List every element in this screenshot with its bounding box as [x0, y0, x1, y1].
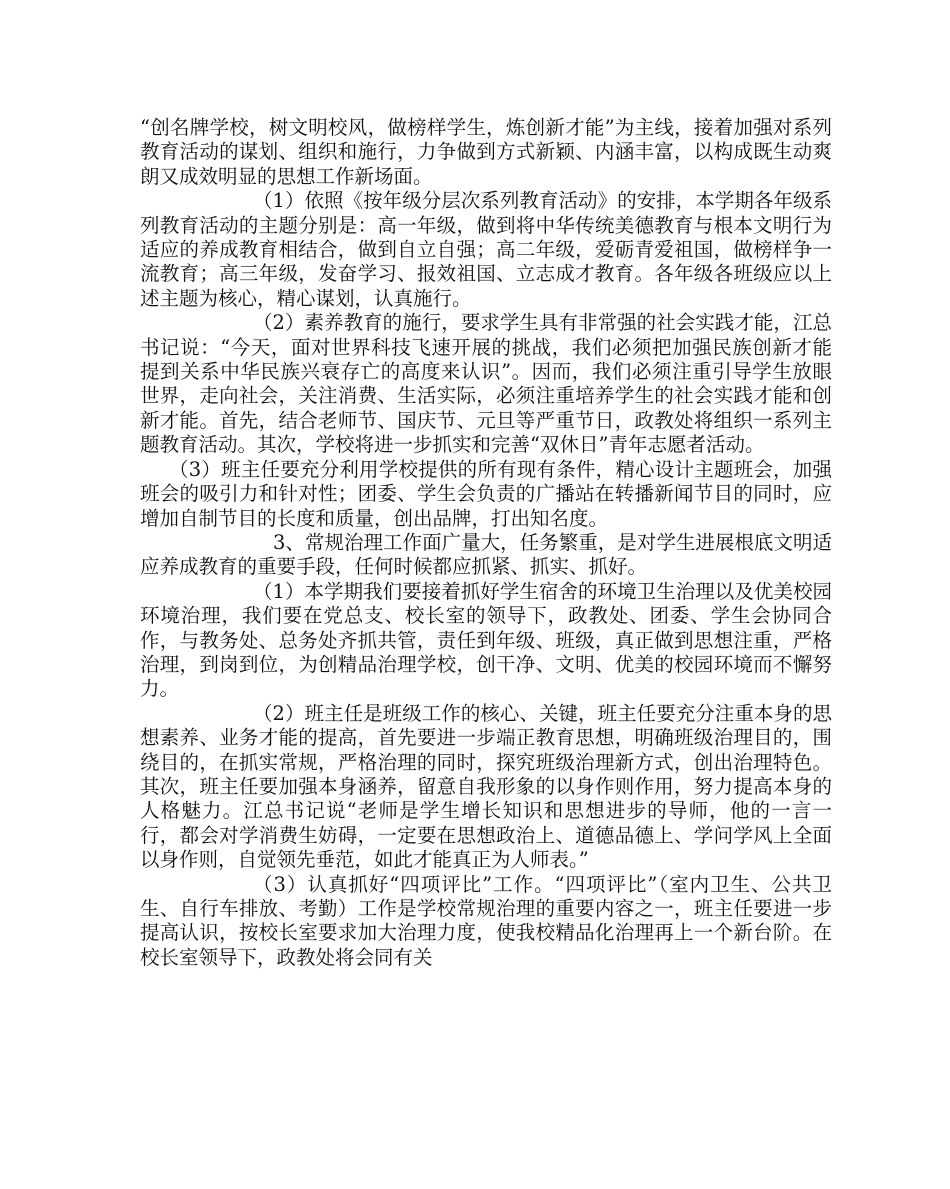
paragraph-campus-environment: （1）本学期我们要接着抓好学生宿舍的环境卫生治理以及优美校园环境治理，我们要在党总支、校长室的领导下，政教处、团委、学生会协同合作，与教务处、总务处齐抓共管，责任到年级、班级，真正做到思想注重，严格治理，到岗到位，为创精品治理学校，创干净、文明、优美的校园环境而不懈努力。: [140, 579, 832, 701]
paragraph-routine-management: 3、常规治理工作面广量大，任务繁重，是对学生进展根底文明适应养成教育的重要手段，任何时候都应抓紧、抓实、抓好。: [140, 530, 832, 579]
paragraph-grade-activities: （1）依照《按年级分层次系列教育活动》的安排，本学期各年级系列教育活动的主题分别是：高一年级，做到将中华传统美德教育与根本文明行为适应的养成教育相结合，做到自立自强；高二年级，爱砺青爱祖国，做榜样争一流教育；高三年级，发奋学习、报效祖国、立志成才教育。各年级各班级应以上述主题为核心，精心谋划，认真施行。: [140, 189, 832, 310]
paragraph-main-line: “创名牌学校，树文明校风，做榜样学生，炼创新才能”为主线，接着加强对系列教育活动的谋划、组织和施行，力争做到方式新颖、内涵丰富，以构成既生动爽朗又成效明显的思想工作新场面。: [140, 116, 832, 188]
paragraph-social-practice: （2）素养教育的施行，要求学生具有非常强的社会实践才能，江总书记说：“今天，面对世界科技飞速开展的挑战，我们必须把加强民族创新才能提到关系中华民族兴衰存亡的高度来认识”。因而，我们必须注重引导学生放眼世界，走向社会，关注消费、生活实际，必须注重培养学生的社会实践才能和创新才能。首先，结合老师节、国庆节、元旦等严重节日，政教处将组织一系列主题教育活动。其次，学校将进一步抓实和完善“双休日”青年志愿者活动。: [140, 311, 832, 457]
document-body: [140, 116, 832, 970]
paragraph-four-evaluations: （3）认真抓好“四项评比”工作。“四项评比”（室内卫生、公共卫生、自行车排放、考勤）工作是学校常规治理的重要内容之一，班主任要进一步提高认识，按校长室要求加大治理力度，使我校精品化治理再上一个新台阶。在校长室领导下，政教处将会同有关: [140, 872, 832, 969]
paragraph-class-meetings: （3）班主任要充分利用学校提供的所有现有条件，精心设计主题班会，加强班会的吸引力和针对性；团委、学生会负责的广播站在转播新闻节目的同时，应增加自制节目的长度和质量，创出品牌，打出知名度。: [140, 457, 832, 530]
paragraph-head-teacher: （2）班主任是班级工作的核心、关键，班主任要充分注重本身的思想素养、业务才能的提高，首先要进一步端正教育思想，明确班级治理目的，围绕目的，在抓实常规，严格治理的同时，探究班级治理新方式，创出治理特色。其次，班主任要加强本身涵养，留意自我形象的以身作则作用，努力提高本身的人格魅力。江总书记说“老师是学生增长知识和思想进步的导师，他的一言一行，都会对学消费生妨碍，一定要在思想政治上、道德品德上、学问学风上全面以身作则，自觉领先垂范，如此才能真正为人师表。”: [140, 701, 832, 872]
